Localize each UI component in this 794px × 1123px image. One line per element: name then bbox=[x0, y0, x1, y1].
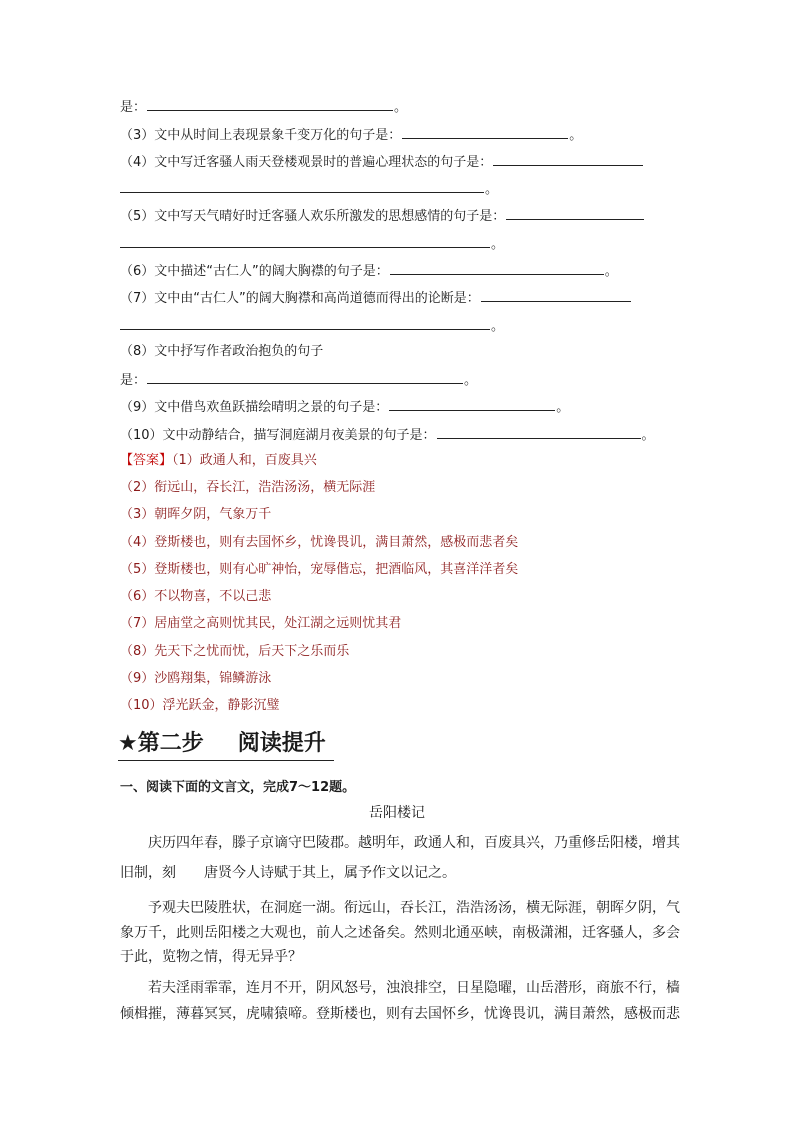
answer-item bbox=[120, 614, 401, 634]
answer-blank[interactable] bbox=[402, 124, 568, 139]
passage-text: 旧制，刻 唐贤今人诗赋于其上，属予作文以记之。 bbox=[120, 865, 456, 881]
passage-text: 象万千，此则岳阳楼之大观也，前人之述备矣。然则北通巫峡，南极潇湘，迁客骚人，多会 bbox=[120, 925, 680, 941]
question-text: （6）文中描述“古仁人”的阔大胸襟的句子是： bbox=[120, 264, 389, 279]
question-4 bbox=[120, 151, 644, 173]
question-5 bbox=[120, 205, 645, 227]
passage-line bbox=[120, 898, 680, 918]
passage-text: 于此，览物之情，得无异乎？ bbox=[120, 949, 302, 965]
question-text: （8）文中抒写作者政治抱负的句子 bbox=[120, 344, 324, 359]
star-icon: ★ bbox=[118, 731, 138, 756]
passage-line bbox=[120, 833, 680, 853]
answer-item bbox=[120, 478, 375, 498]
answer-blank[interactable] bbox=[389, 396, 555, 411]
answer-blank[interactable] bbox=[481, 287, 631, 302]
period: 。 bbox=[485, 182, 499, 197]
period: 。 bbox=[641, 428, 655, 443]
question-text: （5）文中写天气晴好时迁客骚人欢乐所激发的思想感情的句子是： bbox=[120, 209, 506, 224]
passage-text: 予观夫巴陵胜状，在洞庭一湖。衔远山，吞长江，浩浩汤汤，横无际涯，朝晖夕阴，气 bbox=[148, 900, 680, 916]
section-heading bbox=[118, 728, 334, 761]
question-2-tail bbox=[120, 96, 407, 118]
answer-text: （10）浮光跃金，静影沉璧 bbox=[120, 698, 280, 713]
section-step: 第二步 bbox=[137, 731, 204, 756]
answer-blank[interactable] bbox=[390, 260, 604, 275]
answer-blank[interactable] bbox=[120, 233, 490, 248]
answer-item bbox=[120, 533, 518, 553]
question-10 bbox=[120, 424, 655, 446]
passage-line bbox=[120, 978, 680, 998]
question-5-continued bbox=[120, 233, 504, 255]
question-3 bbox=[120, 124, 582, 146]
period: 。 bbox=[569, 128, 583, 143]
question-text: （3）文中从时间上表现景象千变万化的句子是： bbox=[120, 128, 402, 143]
answer-text: （1）政通人和，百废具兴 bbox=[172, 453, 317, 468]
answer-blank[interactable] bbox=[493, 151, 643, 166]
reading-instruction: 一、阅读下面的文言文，完成7～12题。 bbox=[120, 780, 356, 795]
answer-item bbox=[120, 505, 271, 525]
period: 。 bbox=[394, 100, 408, 115]
question-7 bbox=[120, 287, 632, 309]
answer-blank[interactable] bbox=[437, 424, 641, 439]
passage-line bbox=[120, 923, 680, 943]
answer-blank[interactable] bbox=[120, 315, 490, 330]
period: 。 bbox=[491, 237, 505, 252]
question-text: （9）文中借鸟欢鱼跃描绘晴明之景的句子是： bbox=[120, 400, 389, 415]
answer-item bbox=[120, 696, 280, 716]
question-text: 是： bbox=[120, 100, 147, 115]
period: 。 bbox=[464, 373, 478, 388]
question-text: 是： bbox=[120, 373, 147, 388]
question-8-tail bbox=[120, 369, 477, 391]
question-text: （7）文中由“古仁人”的阔大胸襟和高尚道德而得出的论断是： bbox=[120, 291, 480, 306]
answer-text: （6）不以物喜，不以己悲 bbox=[120, 589, 272, 604]
answer-item bbox=[120, 560, 518, 580]
answer-text: （9）沙鸥翔集，锦鳞游泳 bbox=[120, 671, 272, 686]
answer-text: （7）居庙堂之高则忧其民，处江湖之远则忧其君 bbox=[120, 616, 402, 631]
passage-text: 若夫淫雨霏霏，连月不开，阴风怒号，浊浪排空，日星隐曜，山岳潜形，商旅不行，樯 bbox=[148, 980, 680, 996]
passage-text: 倾楫摧，薄暮冥冥，虎啸猿啼。登斯楼也，则有去国怀乡，忧谗畏讥，满目萧然，感极而悲 bbox=[120, 1006, 680, 1022]
passage-line bbox=[120, 863, 676, 883]
passage-line bbox=[120, 947, 676, 967]
answer-text: （3）朝晖夕阴，气象万千 bbox=[120, 507, 272, 522]
question-8 bbox=[120, 342, 323, 362]
passage-text: 庆历四年春，滕子京谪守巴陵郡。越明年，政通人和，百废具兴，乃重修岳阳楼，增其 bbox=[148, 835, 680, 851]
answer-text: （5）登斯楼也，则有心旷神怡，宠辱偕忘，把酒临风，其喜洋洋者矣 bbox=[120, 562, 519, 577]
passage-title: 岳阳楼记 bbox=[369, 805, 425, 821]
question-6 bbox=[120, 260, 618, 282]
period: 。 bbox=[491, 319, 505, 334]
answer-blank[interactable] bbox=[506, 205, 644, 220]
question-text: （4）文中写迁客骚人雨天登楼观景时的普遍心理状态的句子是： bbox=[120, 155, 493, 170]
question-9 bbox=[120, 396, 569, 418]
question-text: （10）文中动静结合，描写洞庭湖月夜美景的句子是： bbox=[120, 428, 436, 443]
passage-line bbox=[120, 1004, 680, 1024]
question-4-continued bbox=[120, 178, 498, 200]
answer-text: （2）衔远山，吞长江，浩浩汤汤，横无际涯 bbox=[120, 480, 376, 495]
period: 。 bbox=[556, 400, 570, 415]
period: 。 bbox=[604, 264, 618, 279]
answer-item bbox=[120, 642, 349, 662]
answer-blank[interactable] bbox=[147, 96, 393, 111]
answer-text: （8）先天下之忧而忧，后天下之乐而乐 bbox=[120, 644, 350, 659]
answer-text: （4）登斯楼也，则有去国怀乡，忧谗畏讥，满目萧然，感极而悲者矣 bbox=[120, 535, 519, 550]
answer-blank[interactable] bbox=[120, 178, 484, 193]
answer-item bbox=[120, 669, 271, 689]
answer-item bbox=[120, 451, 317, 471]
section-title: 阅读提升 bbox=[237, 731, 326, 756]
question-7-continued bbox=[120, 315, 504, 337]
answer-item bbox=[120, 587, 271, 607]
answer-blank[interactable] bbox=[147, 369, 463, 384]
answer-tag: 【答案】 bbox=[120, 453, 173, 468]
